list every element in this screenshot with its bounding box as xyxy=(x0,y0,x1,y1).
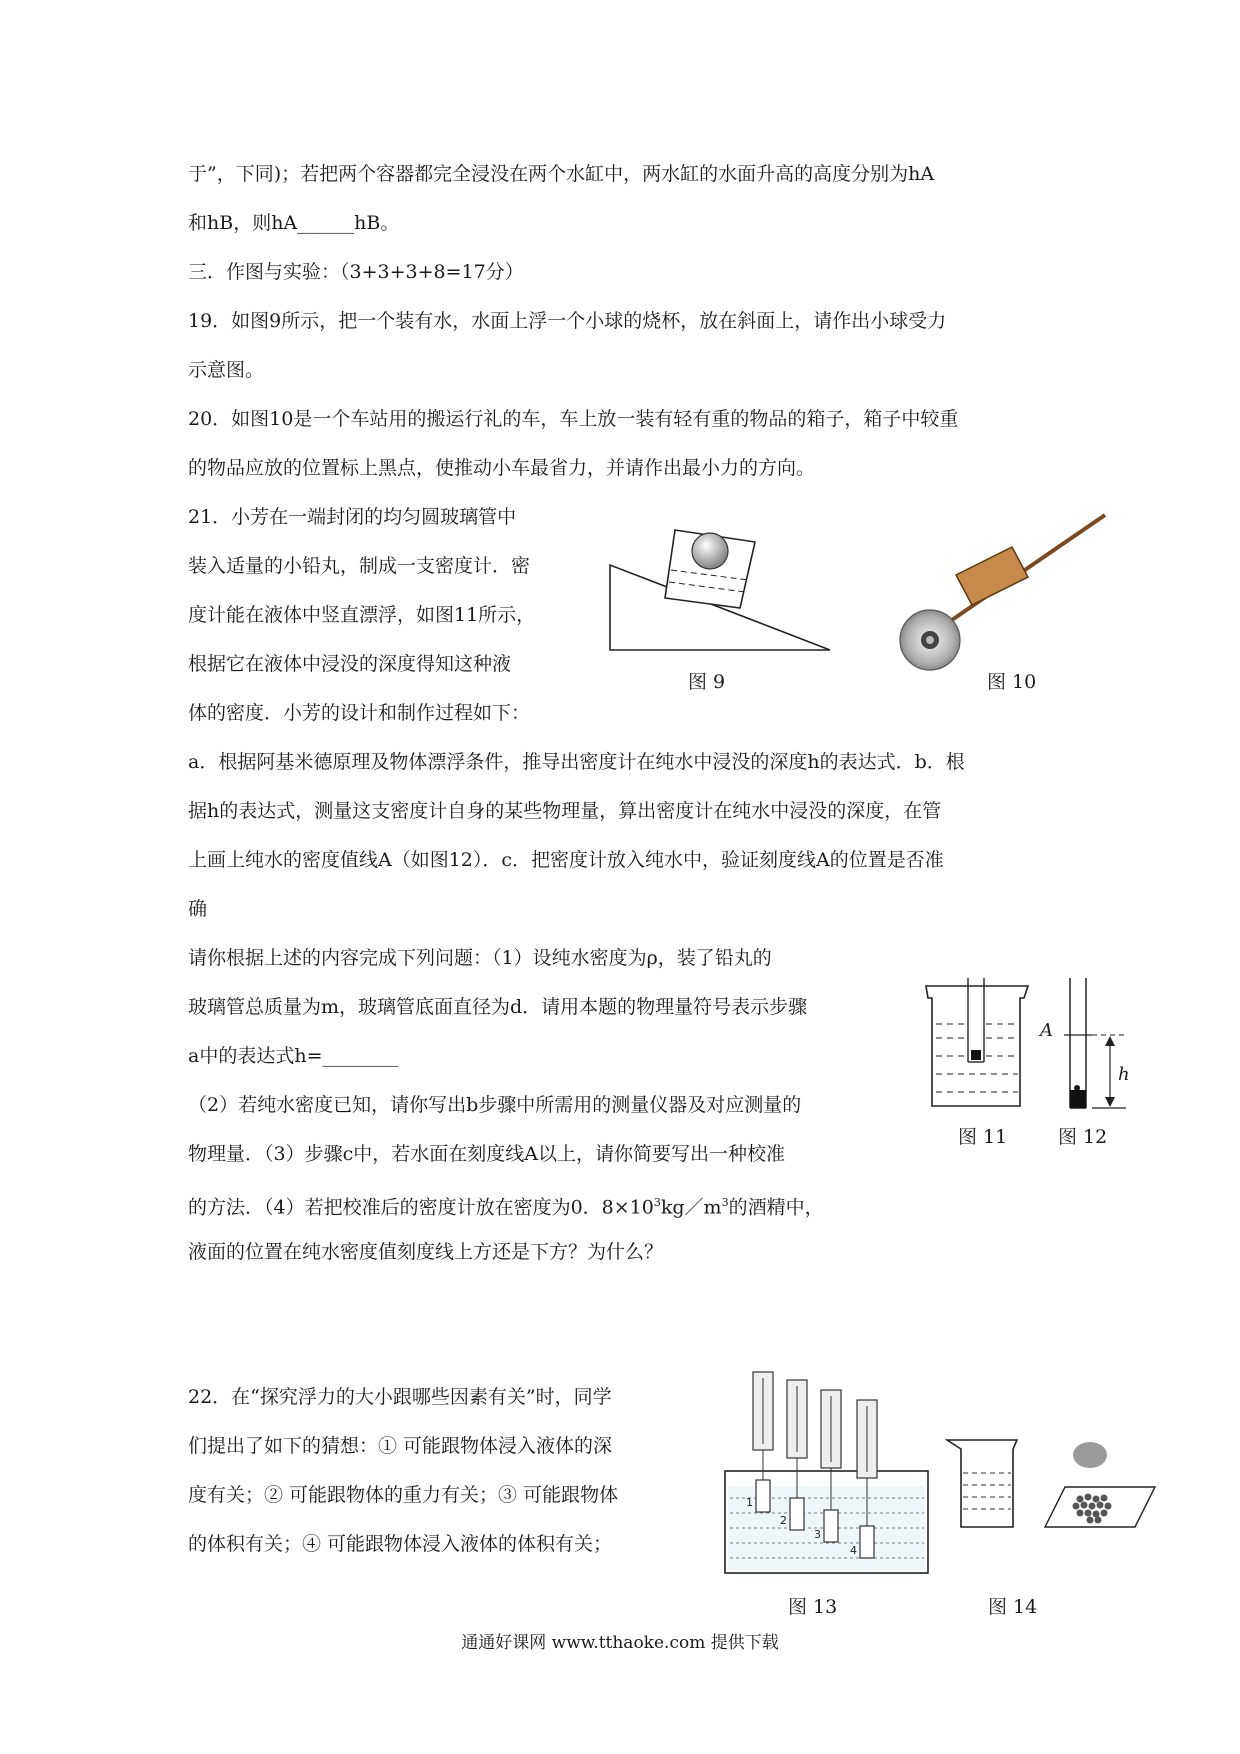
figure-12-caption: 图 12 xyxy=(1058,1126,1108,1148)
text-line: 度有关；② 可能跟物体的重力有关；③ 可能跟物体 xyxy=(188,1484,619,1506)
figure-13-spring-scales-tank xyxy=(720,1368,935,1578)
text-line: 玻璃管总质量为m，玻璃管底面直径为d．请用本题的物理量符号表示步骤 xyxy=(188,996,808,1018)
question-22: 22．在“探究浮力的大小跟哪些因素有关”时，同学 xyxy=(188,1386,612,1408)
answer-blank-line: a中的表达式h=________ xyxy=(188,1045,399,1067)
text-line: 上画上纯水的密度值线A（如图12）．c．把密度计放入纯水中，验证刻度线A的位置是否准 xyxy=(188,849,944,871)
figure-12-densimeter-scale xyxy=(1030,978,1130,1113)
text-line: 度计能在液体中竖直漂浮，如图11所示， xyxy=(188,604,536,626)
text-line: 液面的位置在纯水密度值刻度线上方还是下方？为什么？ xyxy=(188,1241,664,1263)
text-line: 确 xyxy=(188,898,208,920)
figure-9-caption: 图 9 xyxy=(688,671,726,693)
text-line: 装入适量的小铅丸，制成一支密度计．密 xyxy=(188,555,531,577)
label-h: h xyxy=(1118,1064,1130,1085)
question-20: 20．如图10是一个车站用的搬运行礼的车，车上放一装有轻有重的物品的箱子，箱子中较重 xyxy=(188,408,959,430)
figure-14-caption: 图 14 xyxy=(988,1596,1038,1618)
block-label-4: 4 xyxy=(850,1544,857,1557)
figure-9-incline-beaker xyxy=(605,510,845,660)
label-a: A xyxy=(1040,1020,1053,1041)
question-21: 21．小芳在一端封闭的均匀圆玻璃管中 xyxy=(188,506,517,528)
text-line: 物理量．（3）步骤c中，若水面在刻度线A以上，请你简要写出一种校准 xyxy=(188,1143,785,1165)
text-line-alcohol-density: 的方法．（4）若把校准后的密度计放在密度为0．$8\times 10^3kg/m^3$的酒精中， xyxy=(188,1196,824,1219)
block-label-2: 2 xyxy=(780,1514,787,1527)
text-line: 请你根据上述的内容完成下列问题：（1）设纯水密度为ρ，装了铅丸的 xyxy=(188,947,772,969)
block-label-1: 1 xyxy=(746,1496,753,1509)
figure-10-hand-truck xyxy=(890,505,1120,680)
text-line: 和hB，则hA______hB。 xyxy=(188,212,400,234)
section-heading: 三．作图与实验：（3+3+3+8=17分） xyxy=(188,261,524,283)
text-line: （2）若纯水密度已知，请你写出b步骤中所需用的测量仪器及对应测量的 xyxy=(188,1094,802,1116)
text-line: a．根据阿基米德原理及物体漂浮条件，推导出密度计在纯水中浸没的深度h的表达式．b．根 xyxy=(188,751,965,773)
text-line: 的物品应放的位置标上黑点，使推动小车最省力，并请作出最小力的方向。 xyxy=(188,457,816,479)
block-label-3: 3 xyxy=(814,1528,821,1541)
figure-11-caption: 图 11 xyxy=(958,1126,1008,1148)
text-line: 们提出了如下的猜想：① 可能跟物体浸入液体的深 xyxy=(188,1435,613,1457)
text-line: 示意图。 xyxy=(188,359,265,381)
question-19: 19．如图9所示，把一个装有水，水面上浮一个小球的烧杯，放在斜面上，请作出小球受力 xyxy=(188,310,947,332)
text-line: 根据它在液体中浸没的深度得知这种液 xyxy=(188,653,512,675)
figure-10-caption: 图 10 xyxy=(987,671,1037,693)
figure-11-densimeter-beaker xyxy=(922,978,1032,1113)
text-line: 据h的表达式，测量这支密度计自身的某些物理量，算出密度计在纯水中浸没的深度，在管 xyxy=(188,800,942,822)
text-line: 体的密度．小芳的设计和制作过程如下： xyxy=(188,702,531,724)
figure-13-caption: 图 13 xyxy=(788,1596,838,1618)
page-footer: 通通好课网 www.tthaoke.com 提供下载 xyxy=(461,1633,779,1653)
text-line: 的体积有关；④ 可能跟物体浸入液体的体积有关； xyxy=(188,1533,613,1555)
figure-14-beaker-egg-beads xyxy=(945,1435,1160,1535)
text-line: 于”，下同)；若把两个容器都完全浸没在两个水缸中，两水缸的水面升高的高度分别为hA xyxy=(188,163,935,185)
